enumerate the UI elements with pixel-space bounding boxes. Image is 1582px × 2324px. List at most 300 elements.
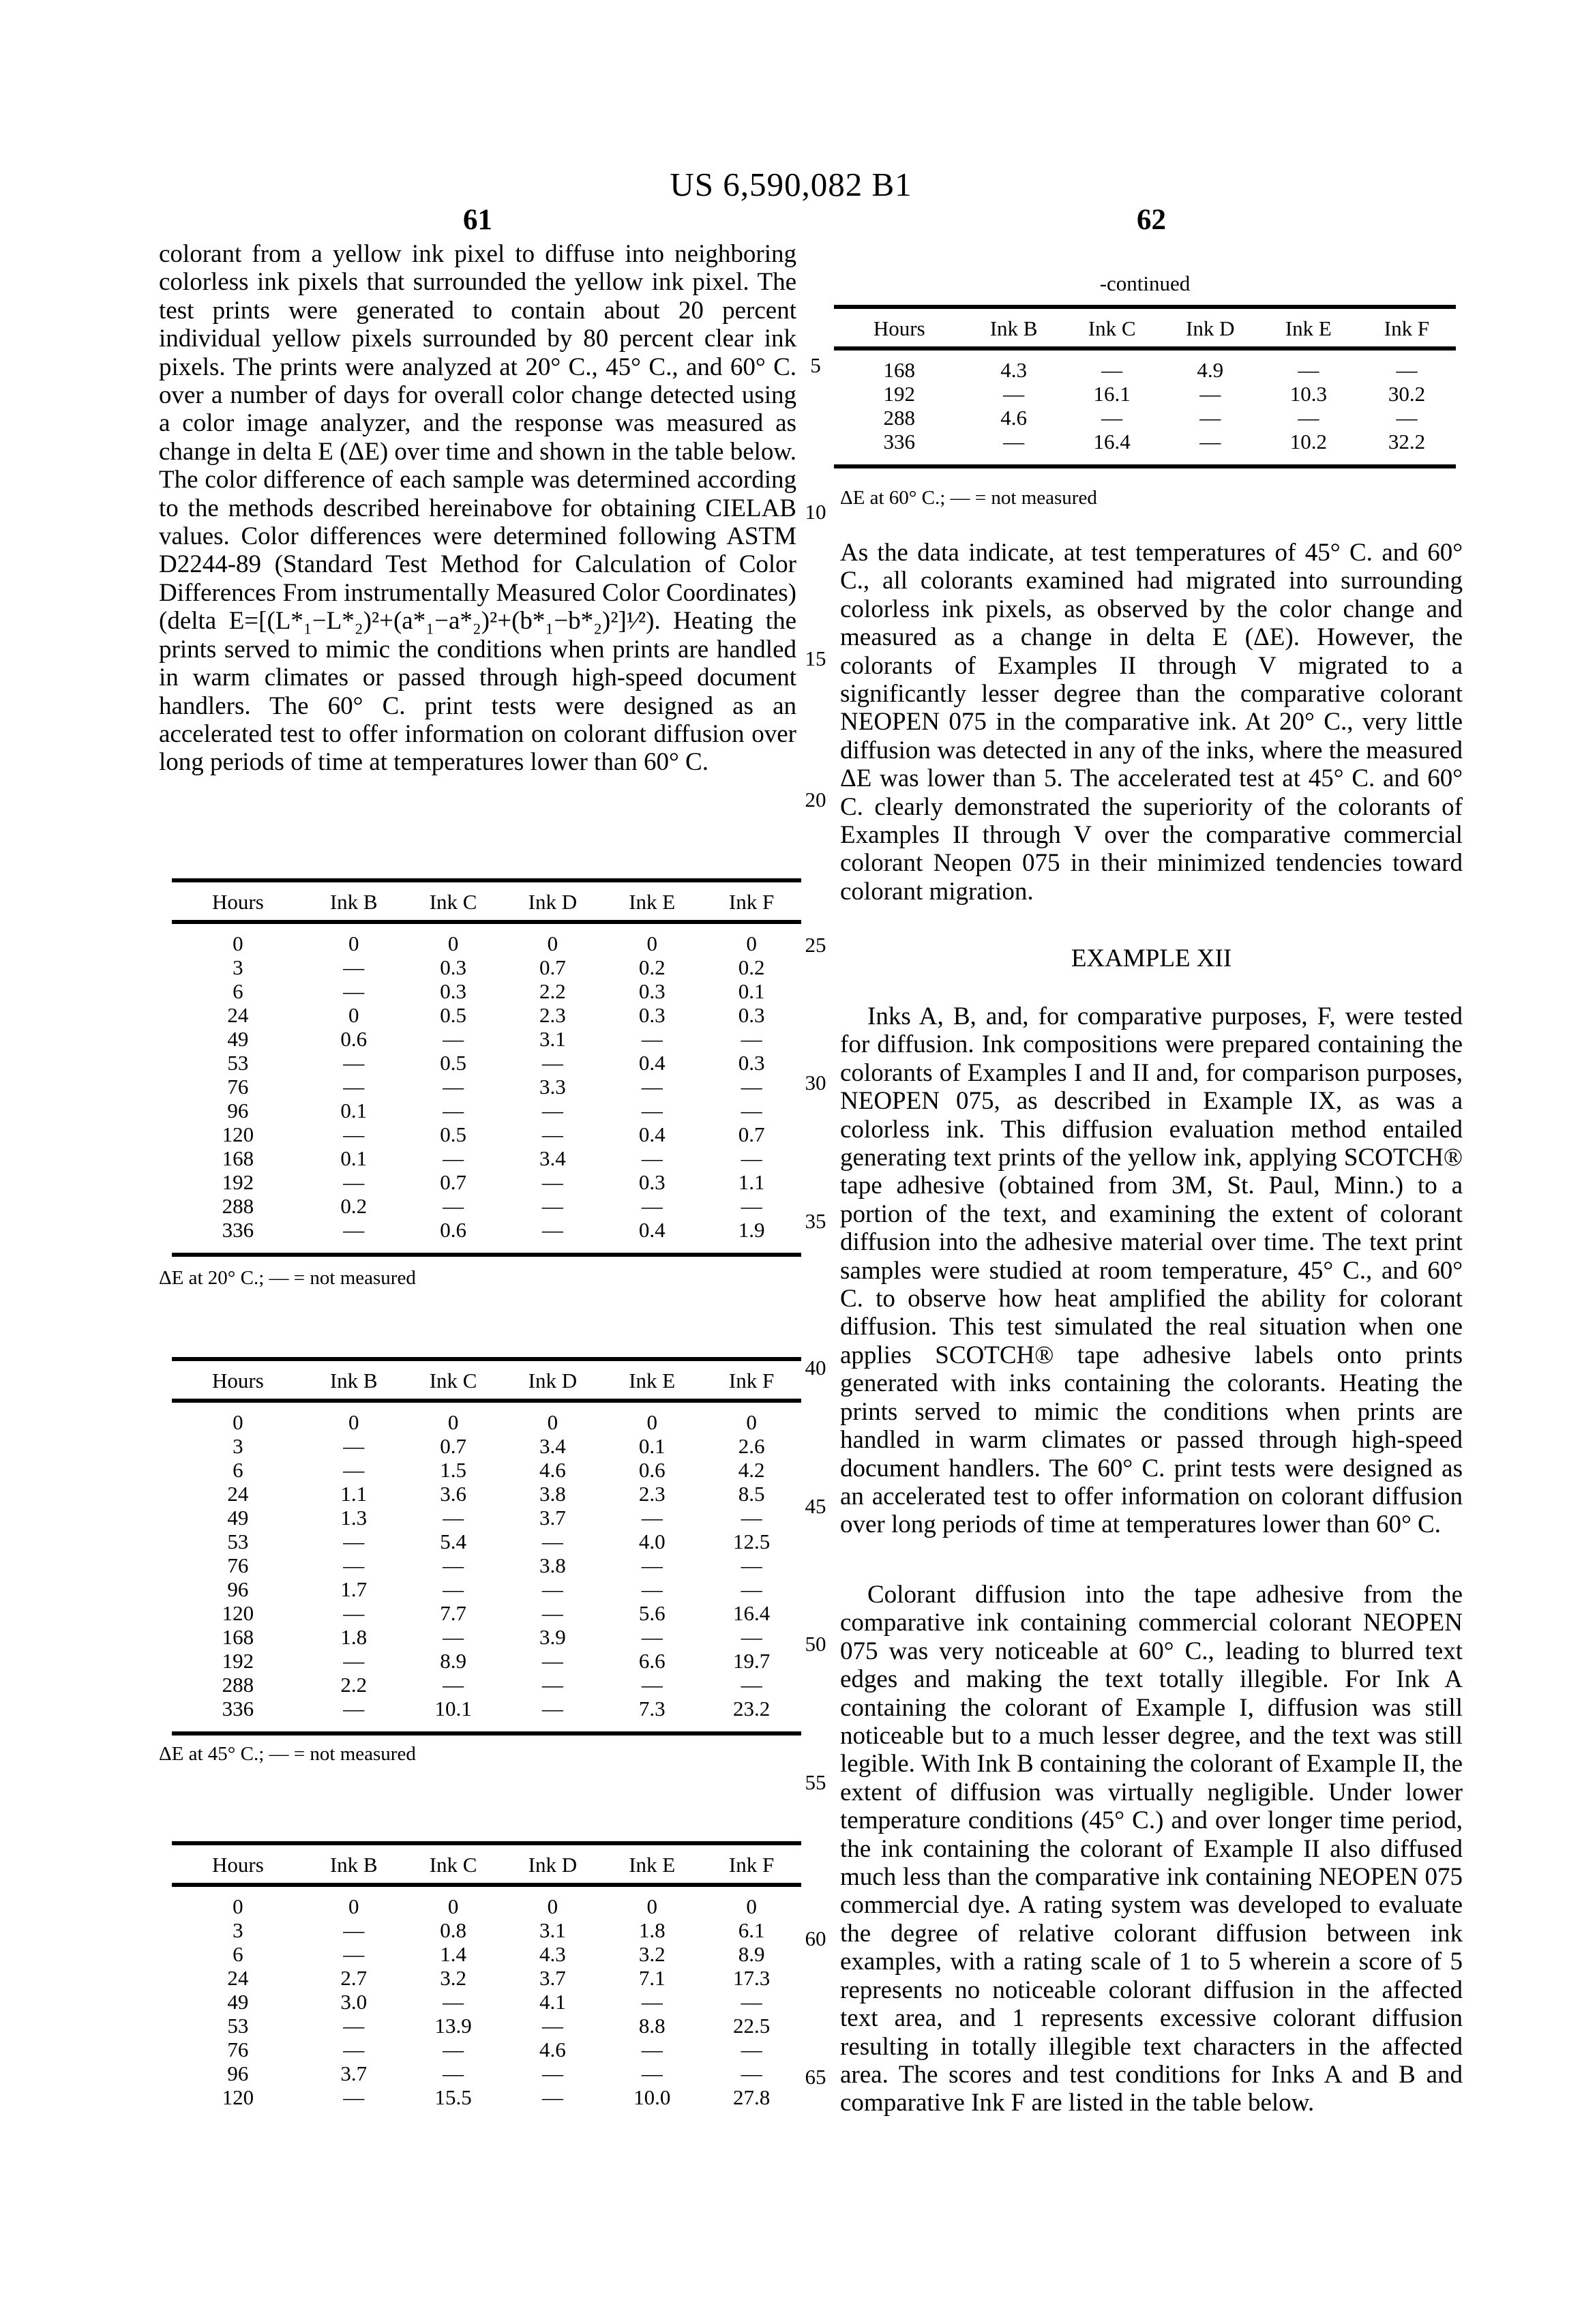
table-cell: — (1298, 358, 1319, 382)
table-cell: — (541, 1601, 563, 1625)
table-row (172, 1122, 801, 1146)
table-cell: — (443, 1146, 464, 1170)
table-cell: 0 (547, 1894, 558, 1918)
table-cell: 0.4 (638, 1051, 666, 1075)
table-cell: — (741, 1990, 762, 2014)
table-cell: 0.6 (440, 1218, 466, 1242)
table-cell: — (741, 1506, 762, 1530)
table-cell: — (343, 2085, 365, 2109)
table-header-row (834, 309, 1456, 348)
example-xii-heading: EXAMPLE XII (1071, 944, 1232, 972)
line-number: 15 (805, 646, 826, 670)
table-cell: 288 (222, 1194, 254, 1218)
table-row (172, 1625, 801, 1649)
table-cell: — (443, 1553, 464, 1577)
table-cell: 3.4 (539, 1434, 566, 1458)
table-cell: 0.6 (638, 1458, 666, 1482)
table-row (834, 382, 1456, 406)
column-header: Hours (172, 1845, 304, 1885)
table-cell: 0.1 (738, 979, 765, 1003)
table-cell: 1.3 (340, 1506, 368, 1530)
table-cell: 4.3 (1000, 358, 1027, 382)
table-row (172, 2038, 801, 2061)
table-cell: 3.8 (539, 1553, 566, 1577)
table-cell: 2.3 (539, 1003, 566, 1027)
table-cell: 3.7 (539, 1966, 566, 1990)
table-cell: — (741, 1577, 762, 1601)
table-cell: — (443, 1099, 464, 1122)
table-cell: 0 (746, 1894, 757, 1918)
table-cell: — (343, 2014, 365, 2038)
table-cell: 0 (348, 1894, 359, 1918)
table-cell: 4.6 (539, 1458, 566, 1482)
table-cell: — (1199, 430, 1221, 453)
table-cell: — (343, 1553, 365, 1577)
table-cell: 192 (883, 382, 915, 406)
table-cell: 0 (348, 1003, 359, 1027)
table-cell: — (741, 1075, 762, 1099)
table-cell: 24 (227, 1482, 249, 1506)
table-cell: — (641, 1027, 663, 1051)
table-cell: 27.8 (732, 2085, 771, 2109)
table-cell: — (443, 2038, 464, 2061)
table-cell: — (541, 1194, 563, 1218)
table-cell: 16.4 (732, 1601, 771, 1625)
table-cell: 7.3 (638, 1697, 666, 1720)
table-row (834, 430, 1456, 464)
table-cell: 10.2 (1289, 430, 1327, 453)
table-footnote-60c: ΔE at 60° C.; — = not measured (840, 487, 1097, 509)
table-cell: — (641, 1194, 663, 1218)
table-cell: — (1101, 406, 1123, 430)
table-cell: 5.4 (440, 1530, 466, 1553)
table-cell: 1.5 (440, 1458, 466, 1482)
line-number: 65 (805, 2065, 826, 2089)
table-cell: 168 (222, 1625, 254, 1649)
paragraph-intro: colorant from a yellow ink pixel to diffuse into neighboring colorless ink pixels that surrounded the yellow ink pixel. The test prints were generated to contain about 20 percent individual yellow pixels surrounded by 80 percent clear ink pixels. The prints were analyzed at 20° C., 45° C., and 60° C. over a number of days for overall color change detected using a color image analyzer, and the response was measured as change in delta E (ΔE) over time and shown in the table below. The color difference of each sample was determined according to the methods described hereinabove for obtaining CIELAB values. Color differences were determined following ASTM D2244-89 (Standard Test Method for Calculation of Color Differences From instrumentally Measured Color Coordinates) (delta E=[(L*₁−L*₂)²+(a*₁−a*₂)²+(b*₁−b*₂)²]¹⁄²). Heating the prints served to mimic the conditions when prints are handled in warm climates or passed through high-speed document handlers. The 60° C. print tests were designed as an accelerated test to offer information on colorant diffusion over long periods of time at temperatures lower than 60° C. (159, 240, 796, 777)
table-row (172, 1649, 801, 1673)
table-cell: 16.4 (1093, 430, 1131, 453)
table-cell: — (343, 1918, 365, 1942)
table-cell: — (343, 979, 365, 1003)
table-cell: 3.2 (638, 1942, 666, 1966)
table-cell: 16.1 (1093, 382, 1131, 406)
table-cell: 6.1 (738, 1918, 765, 1942)
table-cell: 76 (227, 1075, 249, 1099)
table-cell: 1.8 (638, 1918, 666, 1942)
table-cell: 2.7 (340, 1966, 368, 1990)
table-cell: 336 (222, 1218, 254, 1242)
table-cell: — (1003, 382, 1025, 406)
table-row (172, 1577, 801, 1601)
table-cell: — (541, 1122, 563, 1146)
table-cell: 3.7 (539, 1506, 566, 1530)
table-cell: — (541, 1218, 563, 1242)
table-cell: 3.2 (440, 1966, 466, 1990)
table-cell: 120 (222, 1601, 254, 1625)
column-header: Ink E (602, 1361, 702, 1401)
table-cell: 168 (222, 1146, 254, 1170)
table-cell: 3.4 (539, 1146, 566, 1170)
line-number: 5 (810, 353, 821, 377)
table-cell: — (641, 1146, 663, 1170)
table-cell: — (443, 1625, 464, 1649)
table-cell: 3.7 (340, 2061, 368, 2085)
table-cell: — (641, 1673, 663, 1697)
table-cell: — (443, 1194, 464, 1218)
table-row (172, 979, 801, 1003)
table-cell: 6.6 (638, 1649, 666, 1673)
data-table (834, 309, 1456, 464)
table-cell: 4.9 (1197, 358, 1224, 382)
table-cell: 96 (227, 2061, 249, 2085)
table-cell: — (343, 1075, 365, 1099)
table-row (172, 1401, 801, 1434)
table-cell: — (1298, 406, 1319, 430)
table-cell: — (541, 1697, 563, 1720)
column-header: Ink D (503, 1361, 602, 1401)
table-cell: 0.1 (340, 1146, 368, 1170)
table-cell: 76 (227, 1553, 249, 1577)
table-continued-label: -continued (1099, 271, 1191, 295)
table-cell: 3 (233, 955, 243, 979)
table-cell: 0.3 (440, 955, 466, 979)
table-cell: 10.3 (1289, 382, 1327, 406)
column-header: Ink F (702, 1845, 801, 1885)
line-number: 60 (805, 1926, 826, 1950)
table-cell: — (541, 1170, 563, 1194)
table-cell: 7.7 (440, 1601, 466, 1625)
table-delta-e-20c (172, 878, 801, 1257)
table-cell: — (443, 1577, 464, 1601)
table-cell: — (641, 1506, 663, 1530)
table-cell: — (641, 1553, 663, 1577)
table-cell: 0 (746, 1410, 757, 1434)
table-cell: 4.6 (539, 2038, 566, 2061)
paragraph-inks: Inks A, B, and, for comparative purposes, F, were tested for diffusion. Ink compositions were prepared containing the colorants of Examples I and II and, for comparison purposes, NEOPEN 075, as described in Example IX, as was a colorless ink. This diffusion evaluation method entailed generating text prints of the yellow ink, applying SCOTCH® tape adhesive (obtained from 3M, St. Paul, Minn.) to a portion of the text, and examining the extent of colorant diffusion into the adhesive material over time. The text print samples were studied at room temperature, 45° C., and 60° C. to observe how heat amplified the ability for colorant diffusion. This test simulated the real situation when one applies SCOTCH® tape adhesive labels onto prints generated with inks containing the colorants. Heating the prints served to mimic the conditions when prints are handled in warm climates or passed through high-speed document handlers. The 60° C. print tests were designed as an accelerated test to offer information on colorant diffusion over long periods of time at temperatures lower than 60° C. (840, 1002, 1463, 1539)
table-cell: 0.2 (340, 1194, 368, 1218)
table-cell: 3.1 (539, 1918, 566, 1942)
table-row (834, 348, 1456, 382)
table-cell: 3.9 (539, 1625, 566, 1649)
line-number: 55 (805, 1770, 826, 1794)
table-cell: 17.3 (732, 1966, 771, 1990)
column-header: Ink E (602, 882, 702, 922)
table-cell: 0 (547, 932, 558, 955)
table-row (834, 406, 1456, 430)
table-cell: 23.2 (732, 1697, 771, 1720)
table-cell: 8.5 (738, 1482, 765, 1506)
column-header: Ink C (1063, 309, 1161, 348)
table-cell: 13.9 (434, 2014, 472, 2038)
table-cell: 0.5 (440, 1003, 466, 1027)
column-number-left: 61 (463, 204, 492, 236)
table-cell: — (343, 1942, 365, 1966)
table-row (172, 2085, 801, 2109)
table-cell: — (741, 1099, 762, 1122)
table-cell: 120 (222, 1122, 254, 1146)
table-cell: 0 (348, 1410, 359, 1434)
table-cell: — (641, 2061, 663, 2085)
table-cell: — (541, 1673, 563, 1697)
table-cell: — (343, 1530, 365, 1553)
table-cell: 15.5 (434, 2085, 472, 2109)
table-cell: 0.4 (638, 1122, 666, 1146)
column-number-right: 62 (1137, 204, 1166, 236)
table-cell: 12.5 (732, 1530, 771, 1553)
table-row (172, 1194, 801, 1218)
table-cell: — (343, 955, 365, 979)
table-cell: — (541, 1649, 563, 1673)
table-cell: 0.7 (738, 1122, 765, 1146)
table-cell: 0 (348, 932, 359, 955)
table-cell: 3 (233, 1434, 243, 1458)
table-row (172, 1673, 801, 1697)
table-cell: — (741, 2038, 762, 2061)
table-cell: 0.2 (738, 955, 765, 979)
table-cell: 4.0 (638, 1530, 666, 1553)
column-header: Ink D (503, 1845, 602, 1885)
table-cell: 0.5 (440, 1122, 466, 1146)
table-footnote-45c: ΔE at 45° C.; — = not measured (159, 1743, 416, 1765)
column-header: Ink D (503, 882, 602, 922)
table-cell: — (343, 1458, 365, 1482)
table-cell: 7.1 (638, 1966, 666, 1990)
table-cell: 0.3 (738, 1051, 765, 1075)
table-row (172, 1218, 801, 1253)
table-cell: 4.2 (738, 1458, 765, 1482)
table-cell: — (541, 1577, 563, 1601)
table-row (172, 1601, 801, 1625)
table-cell: 0.8 (440, 1918, 466, 1942)
table-cell: — (741, 1625, 762, 1649)
column-header: Ink B (304, 1361, 404, 1401)
table-cell: 22.5 (732, 2014, 771, 2038)
table-cell: 4.1 (539, 1990, 566, 2014)
table-cell: 0 (447, 932, 459, 955)
column-header: Ink D (1161, 309, 1259, 348)
table-cell: 0.3 (440, 979, 466, 1003)
table-cell: 336 (222, 1697, 254, 1720)
table-row (172, 1885, 801, 1918)
table-cell: — (641, 1990, 663, 2014)
table-cell: — (741, 1673, 762, 1697)
column-header: Ink C (404, 1845, 503, 1885)
table-cell: 192 (222, 1649, 254, 1673)
table-delta-e-60c-part1 (172, 1841, 801, 2109)
table-cell: 2.2 (539, 979, 566, 1003)
table-cell: 336 (883, 430, 915, 453)
table-cell: 0.3 (738, 1003, 765, 1027)
data-table (172, 1361, 801, 1731)
table-cell: 1.4 (440, 1942, 466, 1966)
table-cell: — (343, 2038, 365, 2061)
table-cell: 10.1 (434, 1697, 472, 1720)
table-cell: — (443, 1990, 464, 2014)
table-cell: — (741, 1553, 762, 1577)
table-cell: — (541, 2014, 563, 2038)
table-cell: — (343, 1697, 365, 1720)
table-cell: 4.3 (539, 1942, 566, 1966)
table-cell: 6 (233, 1458, 243, 1482)
table-cell: — (1396, 358, 1418, 382)
column-header: Ink C (404, 1361, 503, 1401)
table-cell: 3.8 (539, 1482, 566, 1506)
table-row (172, 1458, 801, 1482)
table-cell: 0 (547, 1410, 558, 1434)
table-cell: — (343, 1122, 365, 1146)
line-number: 50 (805, 1632, 826, 1656)
table-row (172, 1075, 801, 1099)
table-row (172, 2061, 801, 2085)
column-header: Ink F (702, 1361, 801, 1401)
table-cell: 288 (222, 1673, 254, 1697)
table-cell: — (443, 1075, 464, 1099)
table-cell: 0 (646, 932, 657, 955)
column-header: Ink F (1358, 309, 1456, 348)
table-cell: 0 (447, 1410, 459, 1434)
column-header: Ink E (1259, 309, 1358, 348)
column-header: Ink E (602, 1845, 702, 1885)
table-header-row (172, 882, 801, 922)
table-row (172, 1170, 801, 1194)
column-header: Ink B (965, 309, 1063, 348)
line-number: 10 (805, 500, 826, 524)
table-cell: 8.9 (738, 1942, 765, 1966)
table-cell: 0.5 (440, 1051, 466, 1075)
table-cell: 96 (227, 1099, 249, 1122)
table-cell: — (541, 2061, 563, 2085)
table-row (172, 1942, 801, 1966)
table-cell: — (1199, 406, 1221, 430)
table-cell: 0.7 (440, 1434, 466, 1458)
table-cell: 96 (227, 1577, 249, 1601)
table-cell: 0.7 (440, 1170, 466, 1194)
table-cell: 1.7 (340, 1577, 368, 1601)
table-delta-e-60c-part2 (834, 305, 1456, 468)
table-cell: 8.9 (440, 1649, 466, 1673)
table-cell: 1.8 (340, 1625, 368, 1649)
table-cell: 1.1 (340, 1482, 368, 1506)
table-cell: — (741, 1027, 762, 1051)
table-cell: 49 (227, 1990, 249, 2014)
table-row (172, 1003, 801, 1027)
table-cell: — (1003, 430, 1025, 453)
table-cell: 53 (227, 2014, 249, 2038)
line-number: 35 (805, 1209, 826, 1233)
table-cell: — (541, 1530, 563, 1553)
table-cell: 0.3 (638, 1170, 666, 1194)
table-cell: 4.6 (1000, 406, 1027, 430)
table-cell: 3.6 (440, 1482, 466, 1506)
table-cell: — (443, 1673, 464, 1697)
table-cell: — (443, 2061, 464, 2085)
table-row (172, 1099, 801, 1122)
table-cell: 288 (883, 406, 915, 430)
table-header-row (172, 1361, 801, 1401)
table-cell: 0 (646, 1894, 657, 1918)
table-cell: 76 (227, 2038, 249, 2061)
table-row (172, 1027, 801, 1051)
table-row (172, 1918, 801, 1942)
column-header: Hours (834, 309, 965, 348)
table-cell: 192 (222, 1170, 254, 1194)
line-number: 20 (805, 788, 826, 811)
table-row (172, 1966, 801, 1990)
table-cell: 8.8 (638, 2014, 666, 2038)
table-cell: 1.1 (738, 1170, 765, 1194)
table-cell: 19.7 (732, 1649, 771, 1673)
table-cell: 168 (883, 358, 915, 382)
table-cell: 30.2 (1388, 382, 1426, 406)
table-cell: 0 (233, 932, 243, 955)
table-cell: 0.3 (638, 979, 666, 1003)
table-cell: 10.0 (633, 2085, 671, 2109)
table-cell: 0.6 (340, 1027, 368, 1051)
table-cell: — (641, 1625, 663, 1649)
table-cell: 0.1 (340, 1099, 368, 1122)
table-cell: 53 (227, 1051, 249, 1075)
line-number: 25 (805, 933, 826, 957)
table-cell: 5.6 (638, 1601, 666, 1625)
table-cell: 120 (222, 2085, 254, 2109)
table-delta-e-45c (172, 1357, 801, 1735)
table-cell: — (641, 1099, 663, 1122)
table-row (172, 1506, 801, 1530)
line-number: 40 (805, 1356, 826, 1380)
table-row (172, 955, 801, 979)
table-cell: 0.7 (539, 955, 566, 979)
paragraph-diffusion: Colorant diffusion into the tape adhesive from the comparative ink containing commercial colorant NEOPEN 075 was very noticeable at 60° C., leading to blurred text edges and making the text totally illegible. For Ink A containing the colorant of Example I, diffusion was still noticeable but to a much lesser degree, and the text was still legible. With Ink B containing the colorant of Example II, the extent of diffusion was virtually negligible. Under lower temperature conditions (45° C.) and over longer time period, the ink containing the colorant of Example II also diffused much less than the comparative ink containing NEOPEN 075 commercial dye. A rating system was developed to evaluate the degree of relative colorant diffusion between ink examples, with a rating scale of 1 to 5 wherein a score of 5 represents no noticeable colorant diffusion in the affected text area, and 1 represents excessive colorant diffusion resulting in totally illegible text characters in the affected area. The scores and test conditions for Inks A and B and comparative Ink F are listed in the table below. (840, 1581, 1463, 2117)
table-cell: 3 (233, 1918, 243, 1942)
column-header: Ink B (304, 1845, 404, 1885)
column-header: Ink C (404, 882, 503, 922)
patent-number: US 6,590,082 B1 (670, 166, 912, 203)
table-cell: — (1199, 382, 1221, 406)
table-cell: — (1101, 358, 1123, 382)
table-cell: 3.3 (539, 1075, 566, 1099)
table-row (172, 1051, 801, 1075)
table-cell: 2.6 (738, 1434, 765, 1458)
table-cell: — (741, 1146, 762, 1170)
table-cell: 24 (227, 1003, 249, 1027)
table-row (172, 1530, 801, 1553)
table-cell: — (541, 1099, 563, 1122)
table-row (172, 1434, 801, 1458)
table-footnote-20c: ΔE at 20° C.; — = not measured (159, 1267, 416, 1289)
table-row (172, 1553, 801, 1577)
table-cell: 0 (646, 1410, 657, 1434)
column-header: Ink F (702, 882, 801, 922)
table-cell: — (641, 2038, 663, 2061)
table-cell: 0.3 (638, 1003, 666, 1027)
table-row (172, 2014, 801, 2038)
table-header-row (172, 1845, 801, 1885)
table-row (172, 1990, 801, 2014)
table-cell: 0.4 (638, 1218, 666, 1242)
table-row (172, 922, 801, 955)
table-cell: 1.9 (738, 1218, 765, 1242)
table-cell: — (343, 1170, 365, 1194)
column-header: Ink B (304, 882, 404, 922)
table-cell: — (443, 1506, 464, 1530)
table-row (172, 1146, 801, 1170)
paragraph-results: As the data indicate, at test temperatures of 45° C. and 60° C., all colorants examined had migrated into surrounding colorless ink pixels, as observed by the color change and measured as a change in delta E (ΔE). However, the colorants of Examples II through V migrated to a significantly lesser degree than the comparative colorant NEOPEN 075 in the comparative ink. At 20° C., very little diffusion was detected in any of the inks, where the measured ΔE was lower than 5. The accelerated test at 45° C. and 60° C. clearly demonstrated the superiority of the colorants of Examples II through V over the comparative commercial colorant Neopen 075 in their minimized tendencies toward colorant migration. (840, 539, 1463, 906)
table-row (172, 1697, 801, 1731)
table-cell: 0 (746, 932, 757, 955)
table-cell: 2.3 (638, 1482, 666, 1506)
line-number: 45 (805, 1494, 826, 1518)
